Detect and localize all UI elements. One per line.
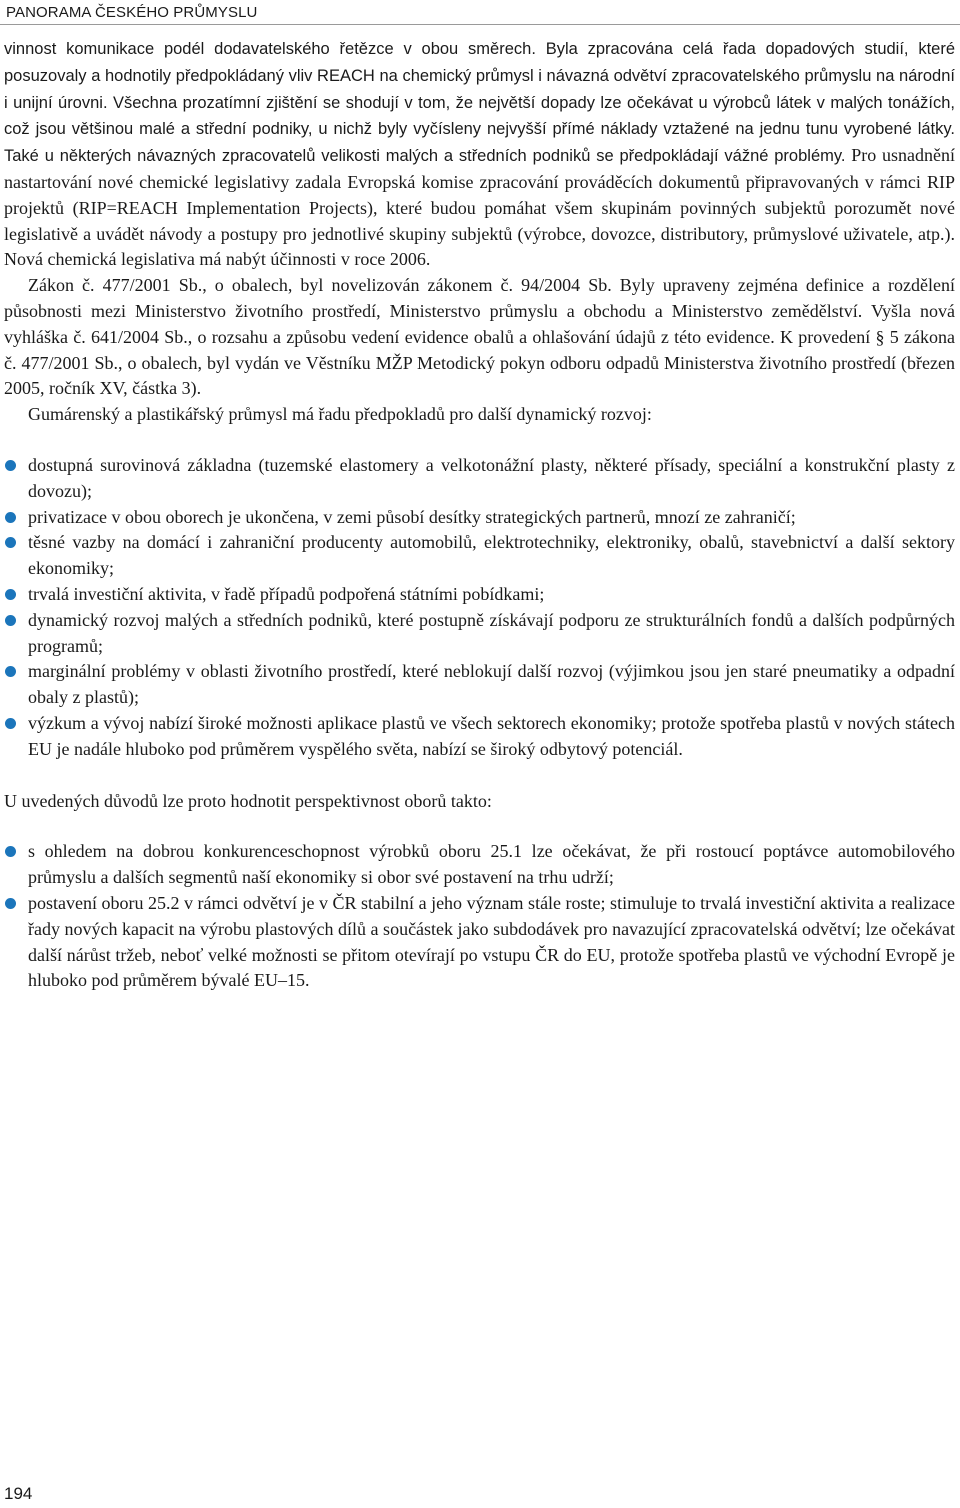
list-item: [4, 582, 955, 608]
list-item: [4, 891, 955, 994]
page-number: 194: [4, 1484, 33, 1503]
article-body: [4, 36, 955, 994]
spacer: [4, 763, 955, 789]
paragraph-perspective-intro: U uvedených důvodů lze proto hodnotit perspektivnost oborů takto:: [4, 790, 492, 811]
header-divider: [0, 24, 960, 25]
bullet-dot-icon: [5, 460, 16, 471]
list-item-text: s ohledem na dobrou konkurenceschopnost výrobků oboru 25.1 lze očekávat, že při rostoucí poptávce automobilového průmyslu a dalších segmentů naší ekonomiky si obor své postavení na trhu udrží;: [28, 841, 955, 888]
bullet-dot-icon: [5, 898, 16, 909]
list-item-text: těsné vazby na domácí i zahraniční producenty automobilů, elektrotechniky, elektroniky, obalů, stavebnictví a další sektory ekonomiky;: [28, 532, 955, 579]
list-item-text: trvalá investiční aktivita, v řadě případů podpořená státními pobídkami;: [28, 583, 545, 604]
perspective-list: [4, 839, 955, 994]
list-item: [4, 659, 955, 711]
bullet-dot-icon: [5, 615, 16, 626]
list-item: [4, 530, 955, 582]
list-item-text: privatizace v obou oborech je ukončena, v zemi působí desítky strategických partnerů, mnozí ze zahraničí;: [28, 506, 796, 527]
paragraph-reach-sans-part: vinnost komunikace podél dodavatelského řetězce v obou směrech. Byla zpracována celá řada dopadových studií, které posuzovaly a hodnotily předpokládaný vliv REACH na chemický průmysl i návazná odvětví zpracovatelského průmyslu na národní i unijní úrovni. Všechna prozatímní zjištění se shodují v tom, že největší dopady lze očekávat u výrobců látek v malých tonážích, což jsou většinou malé a střední podniky, u nichž byly vyčísleny nejvyšší přímé náklady vztažené na jednu tunu vyrobené látky. Také u některých návazných zpracovatelů velikosti malých a středních podniků se předpokládají vážné problémy.: [4, 40, 955, 166]
paragraph-packaging-law: Zákon č. 477/2001 Sb., o obalech, byl novelizován zákonem č. 94/2004 Sb. Byly upraveny zejména definice a rozdělení působnosti mezi Ministerstvo životního prostředí, Ministerstvo průmyslu a obchodu a Ministerstvo zemědělství. Vyšla nová vyhláška č. 641/2004 Sb., o rozsahu a způsobu vedení evidence obalů a ohlašování údajů z této evidence. K provedení § 5 zákona č. 477/2001 Sb., o obalech, byl vydán ve Věstníku MŽP Metodický pokyn odboru odpadů Ministerstva životního prostředí (březen 2005, ročník XV, částka 3).: [4, 275, 955, 399]
running-header-title: PANORAMA ČESKÉHO PRŮMYSLU: [6, 4, 258, 21]
bullet-dot-icon: [5, 537, 16, 548]
list-item-text: výzkum a vývoj nabízí široké možnosti aplikace plastů ve všech sektorech ekonomiky; protože spotřeba plastů v nových státech EU je nadále hluboko pod průměrem vyspělého světa, nabízí se široký odbytový potenciál.: [28, 712, 955, 759]
paragraph-reach: [4, 36, 955, 273]
list-item-text: marginální problémy v oblasti životního prostředí, které neblokují další rozvoj (výjimkou jsou jen staré pneumatiky a odpadní obaly z plastů);: [28, 661, 955, 708]
list-item: [4, 608, 955, 660]
list-item: [4, 711, 955, 763]
list-item: [4, 839, 955, 891]
bullet-dot-icon: [5, 666, 16, 677]
bullet-dot-icon: [5, 589, 16, 600]
paragraph-reach-serif-part: Pro usnadnění nastartování nové chemické legislativy zadala Evropská komise zpracování prováděcích dokumentů připravovaných v rámci RIP projektů (RIP=REACH Implementation Projects), které budou pomáhat všem skupinám povinných subjektů porozumět nové legislativě a uvádět návody a postupy pro jednotlivé skupiny subjektů (výrobce, dovozce, distributory, průmyslové uživatele, atp.). Nová chemická legislativa má nabýt účinnosti v roce 2006.: [4, 145, 955, 270]
bullet-dot-icon: [5, 512, 16, 523]
list-item-text: postavení oboru 25.2 v rámci odvětví je v ČR stabilní a jeho význam stále roste; stimuluje to trvalá investiční aktivita a realizace řady nových kapacit na výrobu plastových dílů a součástek jako subdodávek pro navazující zpracovatelská odvětví; lze očekávat další nárůst tržeb, neboť velké možnosti se přitom otevírají po vstupu ČR do EU, protože spotřeba plastů ve východní Evropě je hluboko pod průměrem bývalé EU–15.: [28, 892, 955, 991]
bullet-dot-icon: [5, 718, 16, 729]
list-item: [4, 505, 955, 531]
running-header: [0, 0, 960, 24]
bullet-dot-icon: [5, 846, 16, 857]
list-item-text: dostupná surovinová základna (tuzemské elastomery a velkotonážní plasty, některé přísady, speciální a konstrukční plasty z dovozu);: [28, 454, 955, 501]
preconditions-list: [4, 453, 955, 763]
list-item-text: dynamický rozvoj malých a středních podniků, které postupně získávají podporu ze strukturálních fondů a dalších podpůrných programů;: [28, 609, 955, 656]
paragraph-preconditions-intro: Gumárenský a plastikářský průmysl má řadu předpokladů pro další dynamický rozvoj:: [28, 404, 652, 425]
list-item: [4, 453, 955, 505]
